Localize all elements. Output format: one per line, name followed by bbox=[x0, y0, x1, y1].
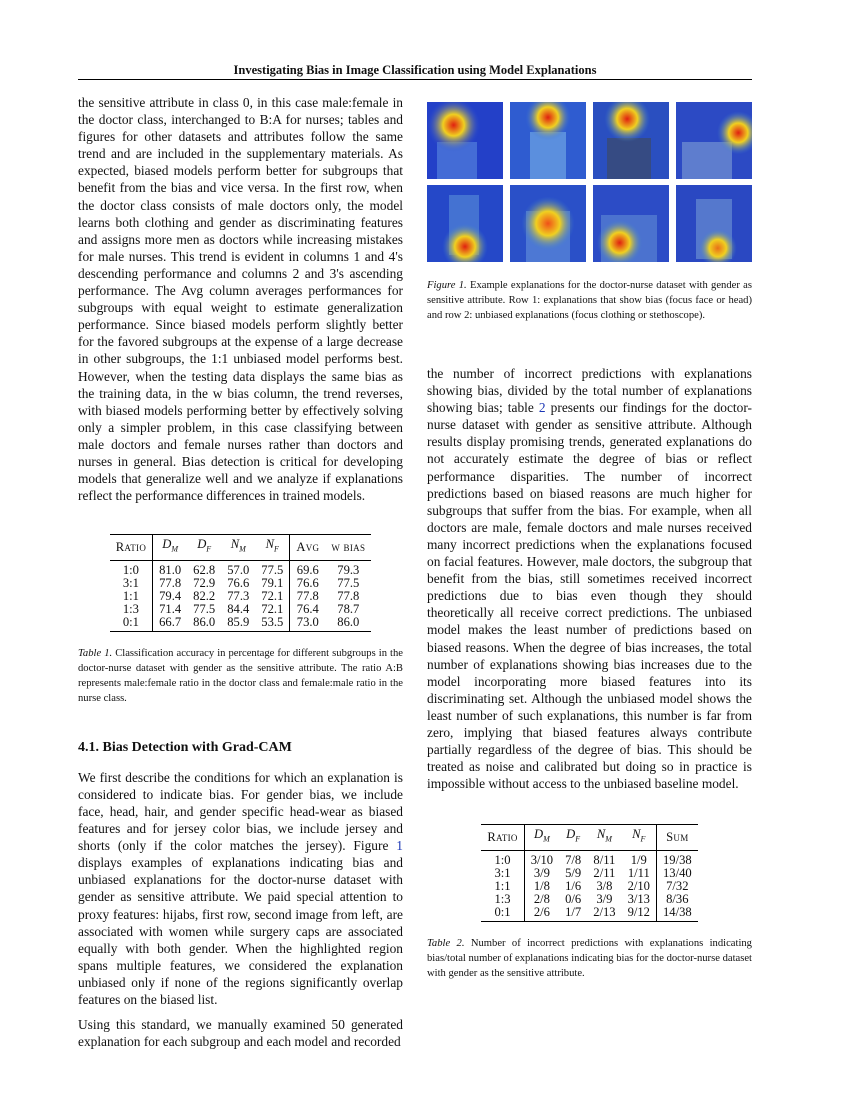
table-cell: 72.9 bbox=[193, 575, 216, 590]
header-rule bbox=[78, 79, 752, 80]
table-cell: 13/40 bbox=[656, 867, 697, 880]
section-paragraph-1: We first describe the conditions for which an explanation is considered to indicate bias. For gender bias, we include face, head, hair, and gender specific head-wear as biased features and for jersey color bias, we include jersey and shorts (only if the color matches the jersey). Figure 1 displays examples of explanations indicating bias and unbiased explanations for the doctor-nurse dataset with gender as sensitive attribute. We paid special attention to proxy features: hijabs, first row, second image from left, are associated with women while surgery caps are associated equally with both gender. When the highlighted region spans multiple features, we considered the explanation unbiased only if none of the regions significantly overlap features on the biased list. bbox=[78, 769, 403, 1007]
table-cell: 1:0 bbox=[122, 562, 139, 577]
table1-caption-label: Table 1. bbox=[78, 647, 113, 659]
table2-wrapper bbox=[427, 824, 752, 922]
table1-header-nm: $N_M$ bbox=[230, 537, 246, 554]
table-cell: 8/11 bbox=[593, 852, 616, 867]
intro-paragraph: the sensitive attribute in class 0, in this case male:female in the doctor class, interchanged to B:A for nurses; tables and figures for other datasets and attributes follow the same trend and are included in the supplementary materials. As expected, biased models perform better for subgroups that benefit from the bias and vice versa. In the first row, when the doctor class consists of male doctors only, the model learns both clothing and gender as discriminating features and assigns more men as doctors while increasing mistakes for male nurses. This trend is evident in columns 1 and 4's descending performance and columns 2 and 3's ascending performance. The Avg column averages performances for subgroups with equal weight to estimate generalization performance. Since biased models perform slightly better for the favored subgroups at the expense of a large decrease in other subgroups, the 1:1 unbiased model performs best. However, when the testing data displays the same bias as the training data, in the w bias column, the trend reverses, with biased models performing better by effectively solving only a simpler problem, in this case classifying between male doctors and female nurses rather than doctors and nurses in general. Bias detection is critical for developing models that generalize well and we analyze if explanations reflect the performance differences in trained models. bbox=[78, 95, 403, 504]
figure1-image-r2c2 bbox=[510, 185, 586, 262]
table-cell: 82.2 bbox=[193, 588, 216, 603]
table-cell: 72.1 bbox=[261, 588, 284, 603]
table-row bbox=[481, 880, 697, 893]
table-cell: 77.8 bbox=[153, 577, 188, 590]
table-row bbox=[110, 577, 372, 590]
section-title: 4.1. Bias Detection with Grad-CAM bbox=[78, 739, 292, 755]
table-cell: 77.8 bbox=[337, 588, 360, 603]
right-paragraph: the number of incorrect predictions with explanations showing bias, divided by the total number of explanations showing bias; table 2 presents our findings for the doctor-nurse dataset with gender as sensitive attribute. Although results display promising trends, generated explanations do not accurately estimate the degree of bias or reflect performance disparities. The number of incorrect predictions based on biased reasons are much higher for subgroups that suffer from the bias. For example, when all doctors are male, female doctors and male nurses received many incorrect predictions when the explanations focused on facial features. However, male doctors, the subgroup that benefit from the bias, still sometimes received incorrect predictions due to bias even though they should theoretically all receive correct predictions. The unbiased model makes the least number of predictions based on biased reasons. When the degree of bias increases, the total number of explanations showing bias increases due to the model incorporating more biased features into its discriminating set. Although the unbiased model shows the least number of such explanations, this number is far from zero, implying that biased features always contribute partially regardless of the degree of bias. This should be treated as noise and calibrated but doing so in practice is impossible without access to the unbiased baseline model. bbox=[427, 366, 752, 792]
table-cell: 1/7 bbox=[565, 904, 582, 919]
figure1-caption bbox=[427, 278, 752, 323]
figure-reference-link[interactable]: 1 bbox=[396, 838, 403, 854]
table-cell: 57.0 bbox=[227, 562, 250, 577]
table-row bbox=[481, 850, 697, 867]
figure1-image-r1c1 bbox=[427, 102, 503, 179]
table2-caption bbox=[427, 936, 752, 981]
table-cell: 9/12 bbox=[627, 904, 650, 919]
table2-header-ratio: Ratio bbox=[487, 829, 518, 844]
figure1-image-r1c2 bbox=[510, 102, 586, 179]
table-cell: 1:0 bbox=[494, 852, 511, 867]
table-cell: 78.7 bbox=[337, 601, 360, 616]
table-cell: 1:3 bbox=[122, 601, 139, 616]
figure1-caption-label: Figure 1. bbox=[427, 280, 467, 291]
table-cell: 5/9 bbox=[565, 865, 582, 880]
table-cell: 2/13 bbox=[593, 904, 616, 919]
table2-caption-text: Number of incorrect predictions with explanations indicating bias/total number of explanations indicating bias for the doctor-nurse dataset with gender as the sensitive attribute. bbox=[427, 937, 752, 979]
right-column bbox=[427, 94, 752, 981]
table-cell: 3/9 bbox=[596, 891, 613, 906]
table-cell: 71.4 bbox=[153, 603, 188, 616]
figure1-image-r1c3 bbox=[593, 102, 669, 179]
table-cell: 81.0 bbox=[153, 560, 188, 577]
table-row bbox=[110, 590, 372, 603]
section-paragraph-2: Using this standard, we manually examined 50 generated explanation for each subgroup and each model and recorded bbox=[78, 1017, 403, 1050]
table-cell: 72.1 bbox=[261, 601, 284, 616]
table-cell: 86.0 bbox=[337, 614, 360, 629]
table2-header-dm: $D_M$ bbox=[524, 825, 559, 851]
table2-caption-label: Table 2. bbox=[427, 937, 465, 949]
table-cell: 76.6 bbox=[227, 575, 250, 590]
table-cell: 86.0 bbox=[193, 614, 216, 629]
table-cell: 0:1 bbox=[494, 904, 511, 919]
table-cell: 2/8 bbox=[524, 893, 559, 906]
table-cell: 1/6 bbox=[565, 878, 582, 893]
table-cell: 2/10 bbox=[627, 878, 650, 893]
table-cell: 53.5 bbox=[261, 614, 284, 629]
table-cell: 79.3 bbox=[337, 562, 360, 577]
table-cell: 2/6 bbox=[524, 906, 559, 922]
table-cell: 85.9 bbox=[227, 614, 250, 629]
table-cell: 19/38 bbox=[656, 850, 697, 867]
figure1-image-r2c1 bbox=[427, 185, 503, 262]
table-cell: 77.5 bbox=[193, 601, 216, 616]
table-cell: 7/8 bbox=[565, 852, 582, 867]
table-cell: 1/9 bbox=[630, 852, 647, 867]
figure1-image-r2c3 bbox=[593, 185, 669, 262]
table-cell: 73.0 bbox=[290, 616, 326, 632]
left-column bbox=[78, 94, 403, 1050]
table-row bbox=[481, 867, 697, 880]
table-cell: 2/11 bbox=[593, 865, 616, 880]
running-header: Investigating Bias in Image Classification using Model Explanations bbox=[233, 63, 597, 77]
table1-wrapper bbox=[78, 534, 403, 632]
table-cell: 3:1 bbox=[494, 865, 511, 880]
table-row bbox=[110, 616, 372, 632]
table-cell: 8/36 bbox=[656, 893, 697, 906]
table-cell: 79.4 bbox=[153, 590, 188, 603]
table-cell: 1/8 bbox=[524, 880, 559, 893]
table-cell: 84.4 bbox=[227, 601, 250, 616]
table-cell: 1/11 bbox=[627, 865, 650, 880]
table1-header-dm: $D_M$ bbox=[153, 535, 188, 561]
table2-header-nf: $N_F$ bbox=[632, 827, 646, 844]
table-cell: 0:1 bbox=[122, 614, 139, 629]
table-cell: 7/32 bbox=[656, 880, 697, 893]
table-cell: 69.6 bbox=[290, 560, 326, 577]
figure1-caption-text: Example explanations for the doctor-nurse dataset with gender as sensitive attribute. Row 1: explanations that show bias (focus face or head) and row 2: unbiased explanations (focus clothing or stethoscope). bbox=[427, 280, 752, 321]
table-cell: 3/8 bbox=[596, 878, 613, 893]
table-row bbox=[110, 560, 372, 577]
table-cell: 3/13 bbox=[627, 891, 650, 906]
table1-header-ratio: Ratio bbox=[115, 539, 147, 554]
table1-header-avg: Avg bbox=[290, 535, 326, 561]
table1-caption-text: Classification accuracy in percentage for different subgroups in the doctor-nurse dataset with gender as the sensitive attribute. The ratio A:B represents male:female ratio in the doctor class and female:male ratio in the nurse class. bbox=[78, 647, 403, 704]
table-cell: 77.3 bbox=[227, 588, 250, 603]
table1-caption bbox=[78, 646, 403, 706]
table-cell: 66.7 bbox=[153, 616, 188, 632]
table-row bbox=[481, 906, 697, 922]
table-row bbox=[110, 603, 372, 616]
table-cell: 77.5 bbox=[337, 575, 360, 590]
table-cell: 77.8 bbox=[290, 590, 326, 603]
table-cell: 3/10 bbox=[524, 850, 559, 867]
table2 bbox=[481, 824, 697, 922]
table1-header-row bbox=[110, 535, 372, 561]
table-cell: 79.1 bbox=[261, 575, 284, 590]
table2-header-nm: $N_M$ bbox=[596, 827, 612, 844]
table-cell: 76.6 bbox=[290, 577, 326, 590]
table1 bbox=[110, 534, 372, 632]
figure1-grid bbox=[427, 94, 752, 264]
table-cell: 1:3 bbox=[494, 891, 511, 906]
table-cell: 3:1 bbox=[122, 575, 139, 590]
table-cell: 76.4 bbox=[290, 603, 326, 616]
table1-header-nf: $N_F$ bbox=[265, 537, 279, 554]
figure1-image-r2c4 bbox=[676, 185, 752, 262]
table-cell: 77.5 bbox=[261, 562, 284, 577]
table-cell: 1:1 bbox=[122, 588, 139, 603]
table1-header-wbias: w bias bbox=[331, 539, 366, 554]
table2-header-df: $D_F$ bbox=[566, 827, 581, 844]
figure1-image-r1c4 bbox=[676, 102, 752, 179]
table1-header-df: $D_F$ bbox=[197, 537, 212, 554]
table-cell: 62.8 bbox=[193, 562, 216, 577]
table-cell: 3/9 bbox=[524, 867, 559, 880]
table-reference-link[interactable]: 2 bbox=[538, 400, 546, 416]
table-cell: 1:1 bbox=[494, 878, 511, 893]
table2-header-sum: Sum bbox=[656, 825, 697, 851]
table2-header-row bbox=[481, 825, 697, 851]
table-row bbox=[481, 893, 697, 906]
table-cell: 14/38 bbox=[656, 906, 697, 922]
table-cell: 0/6 bbox=[565, 891, 582, 906]
